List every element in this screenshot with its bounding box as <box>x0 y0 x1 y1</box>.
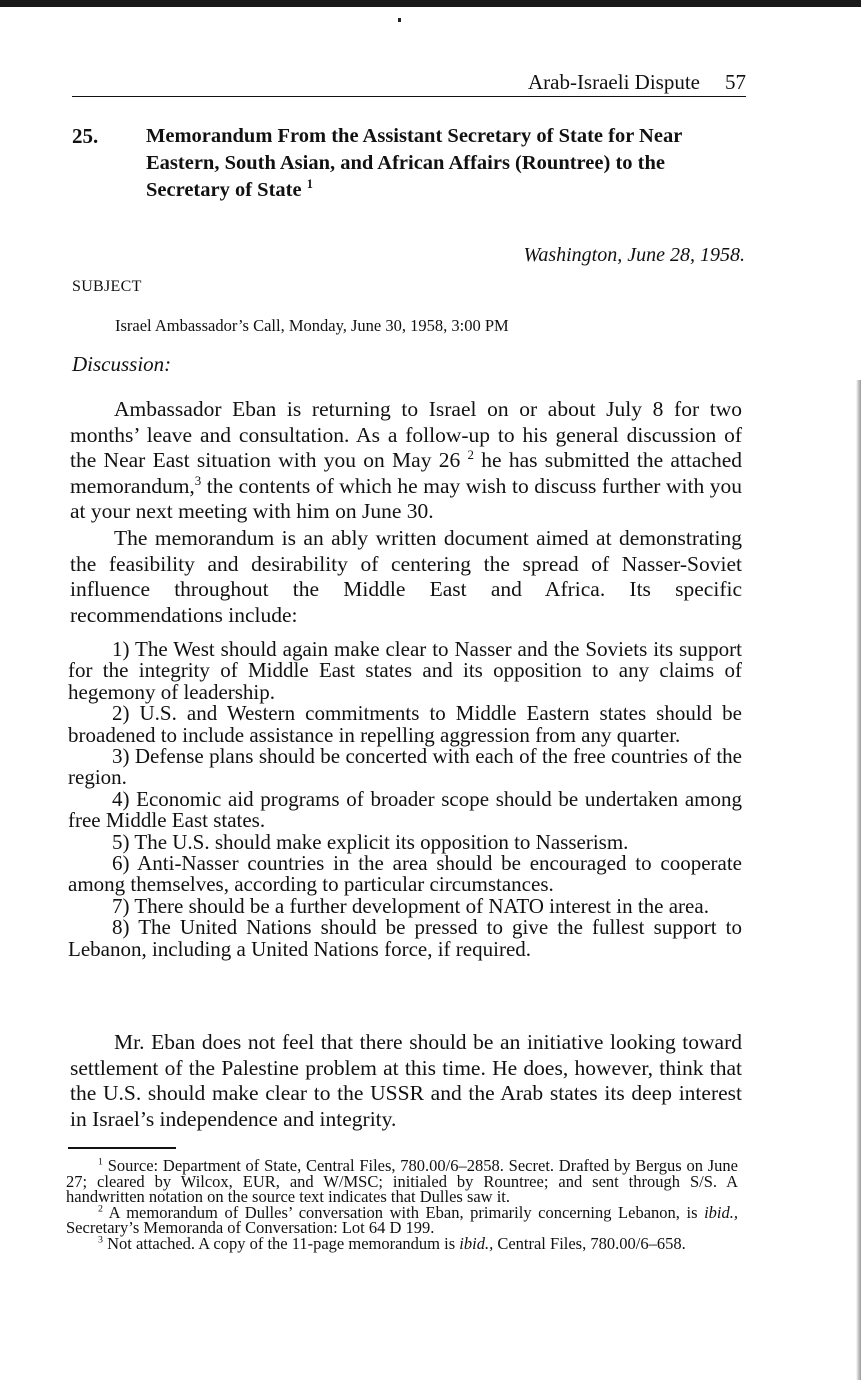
scan-top-border <box>0 0 861 7</box>
document-title-text: Memorandum From the Assistant Secretary of State for Near Eastern, South Asian, and African Affairs (Rountree) to the Secretary of State <box>146 125 682 201</box>
footnote-ref-2[interactable]: 2 <box>467 448 474 463</box>
footnote-3-mark: 3 <box>98 1234 103 1245</box>
recommendation-item: 3) Defense plans should be concerted with each of the free countries of the region. <box>68 744 742 790</box>
recommendation-item: 7) There should be a further development of NATO interest in the area. <box>112 893 709 918</box>
footnote-1-text: Source: Department of State, Central Files, 780.00/6–2858. Secret. Drafted by Bergus on June 27; cleared by Wilcox, EUR, and W/MSC; initialed by Rountree; and sent through S/S. A handwritten notation on the source text indicates that Dulles saw it. <box>66 1156 738 1206</box>
document-number: 25. <box>72 124 99 148</box>
discussion-heading: Discussion: <box>72 352 172 376</box>
paragraph-1 <box>70 397 742 525</box>
footnote-3-ibid: ibid., <box>459 1233 494 1253</box>
footnote-rule <box>68 1147 176 1149</box>
paragraph-2: The memorandum is an ably written document aimed at demonstrating the feasibility and desirability of centering the spread of Nasser-Soviet influence throughout the Middle East and Africa. Its specific recommendations include: <box>70 526 742 627</box>
recommendations-list <box>68 639 742 960</box>
footnote-2-mark: 2 <box>98 1203 103 1214</box>
running-head-title: Arab-Israeli Dispute <box>527 70 700 94</box>
footnote-1 <box>66 1158 738 1205</box>
footnote-2 <box>66 1202 738 1237</box>
subject-text: Israel Ambassador’s Call, Monday, June 30, 1958, 3:00 PM <box>115 316 509 335</box>
footnotes <box>66 1158 738 1251</box>
paragraph-3: Mr. Eban does not feel that there should be an initiative looking toward settlement of the Palestine problem at this time. He does, however, think that the U.S. should make clear to the USSR and the Arab states its deep interest in Israel’s independence and integrity. <box>70 1030 742 1131</box>
recommendation-item: 5) The U.S. should make explicit its opposition to Nasserism. <box>112 829 629 854</box>
paragraph-1-part-b: he has submitted the attached memorandum, <box>70 448 743 498</box>
scan-speck <box>398 18 401 22</box>
recommendation-item: 4) Economic aid programs of broader scope should be undertaken among free Middle East states. <box>68 786 742 833</box>
scan-right-edge <box>856 380 861 1380</box>
footnote-1-mark: 1 <box>98 1156 103 1168</box>
title-footnote-ref[interactable]: 1 <box>306 177 313 192</box>
page-number: 57 <box>725 70 746 94</box>
recommendation-item: 6) Anti-Nasser countries in the area should be encouraged to cooperate among themselves, according to particular circumstances. <box>68 851 742 897</box>
recommendation-item: 8) The United Nations should be pressed to give the fullest support to Lebanon, including a United Nations force, if required. <box>68 915 742 961</box>
running-head <box>72 70 746 97</box>
footnote-3 <box>66 1233 738 1253</box>
recommendation-item: 2) U.S. and Western commitments to Middle Eastern states should be broadened to include assistance in repelling aggression from any quarter. <box>68 701 742 747</box>
paragraph-1-part-c: the contents of which he may wish to discuss further with you at your next meeting with him on June 30. <box>70 473 742 524</box>
footnote-3-text-b: Central Files, 780.00/6–658. <box>493 1233 686 1253</box>
subject-label: SUBJECT <box>72 278 142 295</box>
recommendation-item: 1) The West should again make clear to Nasser and the Soviets its support for the integrity of Middle East states and its opposition to any claims of hegemony of leadership. <box>68 637 742 704</box>
place-and-date: Washington, June 28, 1958. <box>523 244 745 266</box>
footnote-2-ibid: ibid., <box>704 1202 738 1222</box>
document-title <box>146 123 746 204</box>
footnote-2-text-b: Secretary’s Memoranda of Conversation: Lot 64 D 199. <box>66 1218 435 1237</box>
footnote-ref-3[interactable]: 3 <box>194 473 202 488</box>
paragraph-1-part-a: Ambassador Eban is returning to Israel on or about July 8 for two months’ leave and consultation. As a follow-up to his general discussion of the Near East situation with you on May 26 <box>70 397 742 473</box>
footnote-3-text-a: Not attached. A copy of the 11-page memorandum is <box>107 1233 460 1253</box>
footnote-2-text-a: A memorandum of Dulles’ conversation with Eban, primarily concerning Lebanon, is <box>108 1202 705 1222</box>
